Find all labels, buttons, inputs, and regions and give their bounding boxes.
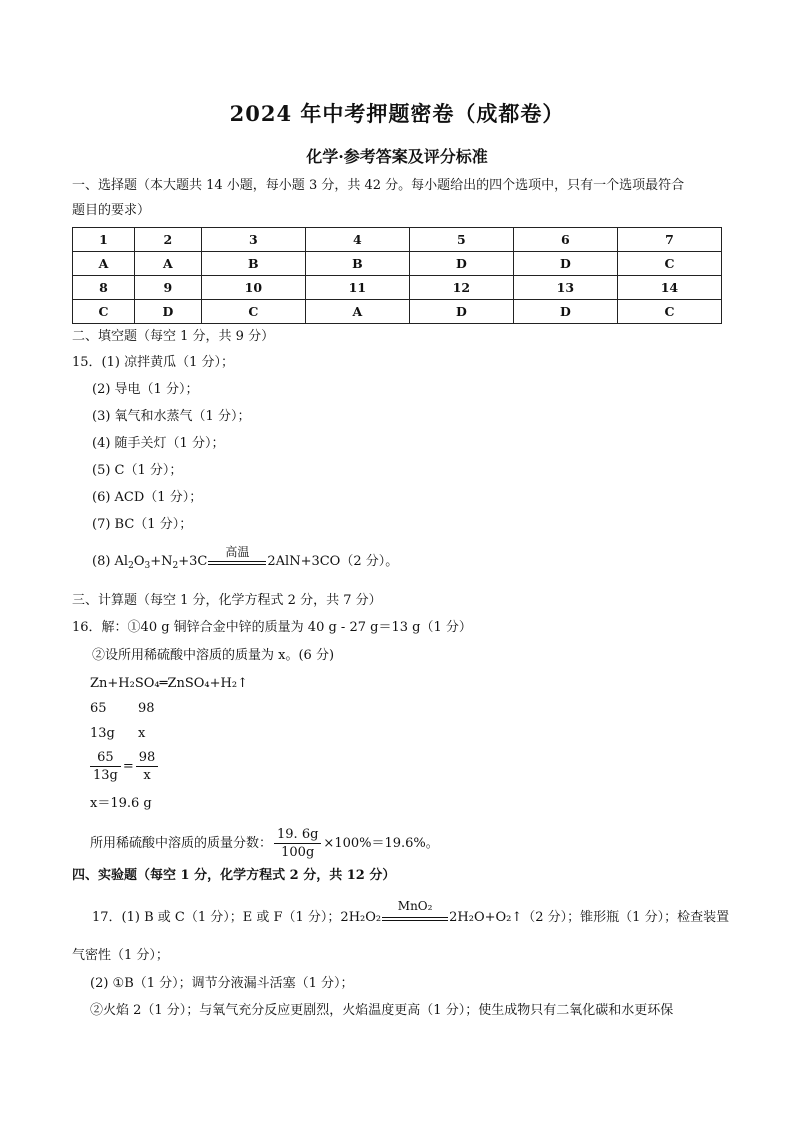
q15-part8-equation: (8) $Al_2O_3+N_2+3C$ 高温 2AlN+3CO（2 分）。: [92, 544, 399, 571]
q16-line1: 16．解：①40 g 铜锌合金中锌的质量为 40 g - 27 g＝13 g（1 分）: [72, 620, 472, 635]
q15-part1: 15．(1) 凉拌黄瓜（1 分）；: [72, 355, 234, 370]
q16-proportion: $\frac{65}{13g}$ = $\frac{98}{x}$: [88, 749, 160, 784]
answer-table-row: [73, 228, 722, 252]
q15-part8-suffix: 2AlN+3CO（2 分）。: [267, 554, 399, 569]
q15-part5: (5) C（1 分）；: [92, 463, 183, 478]
section2-heading: 二、填空题（每空 1 分，共 9 分）: [72, 329, 275, 344]
q15-part4: (4) 随手关灯（1 分）；: [92, 436, 225, 451]
answer-table-cell: 7: [617, 228, 721, 252]
answer-table-cell: 2: [134, 228, 201, 252]
answer-table-row: [73, 276, 722, 300]
section4-heading: 四、实验题（每空 1 分，化学方程式 2 分，共 12 分）: [72, 868, 396, 883]
answer-table-cell: D: [409, 252, 513, 276]
answer-table-cell: A: [305, 300, 409, 324]
answer-table-cell: D: [513, 300, 617, 324]
answer-table-cell: A: [134, 252, 201, 276]
section1-heading-line2: 题目的要求）: [72, 203, 151, 218]
answer-table-row: [73, 252, 722, 276]
reaction-condition-sign: [208, 544, 266, 569]
answer-table-cell: 5: [409, 228, 513, 252]
answer-table-cell: 4: [305, 228, 409, 252]
answer-table: [72, 227, 722, 324]
q16-equation: Zn+H₂SO₄═ZnSO₄+H₂↑: [90, 676, 248, 691]
q16-mass-a: 13g: [90, 726, 115, 741]
answer-table-cell: C: [73, 300, 135, 324]
answer-table-cell: C: [617, 300, 721, 324]
q16-percentage: 所用稀硫酸中溶质的质量分数： $\frac{19. 6g}{100g}$ ×100%＝19.6%。: [90, 827, 439, 860]
catalyst-condition-sign: MnO₂: [382, 911, 448, 925]
answer-table-cell: 10: [201, 276, 305, 300]
answer-table-cell: 12: [409, 276, 513, 300]
page-title: 2024 年中考押题密卷（成都卷）: [229, 101, 565, 126]
section1-heading-line1: 一、选择题（本大题共 14 小题，每小题 3 分，共 42 分。每小题给出的四个选项中，只有一个选项最符合: [72, 178, 685, 193]
q15-part6: (6) ACD（1 分）；: [92, 490, 203, 505]
q17-line3: ②火焰 2（1 分）；与氧气充分反应更剧烈，火焰温度更高（1 分）；使生成物只有二氧化碳和水更环保: [90, 1003, 674, 1018]
answer-table-cell: B: [201, 252, 305, 276]
q15-part2: (2) 导电（1 分）；: [92, 382, 199, 397]
q16-x-result: x＝19.6 g: [90, 796, 152, 811]
fraction-right: $\frac{98}{x}$: [136, 749, 159, 784]
answer-table-cell: 11: [305, 276, 409, 300]
q15-part8-prefix: (8) Al: [92, 554, 129, 569]
q17-line1: 17．(1) B 或 C（1 分）；E 或 F（1 分）；2H₂O₂ MnO₂ 2H₂O+O₂↑（2 分）；锥形瓶（1 分）；检查装置: [92, 898, 730, 925]
answer-table-cell: A: [73, 252, 135, 276]
answer-table-cell: 9: [134, 276, 201, 300]
answer-table-cell: D: [134, 300, 201, 324]
answer-table-cell: B: [305, 252, 409, 276]
answer-table-cell: 1: [73, 228, 135, 252]
q17-line1-cont: 气密性（1 分）；: [72, 948, 169, 963]
reaction-condition-text: 高温: [225, 544, 250, 559]
answer-table-cell: D: [513, 252, 617, 276]
answer-table-cell: D: [409, 300, 513, 324]
q15-part7: (7) BC（1 分）；: [92, 517, 193, 532]
q16-line2: ②设所用稀硫酸中溶质的质量为 x。(6 分): [92, 648, 335, 663]
q16-ratio-b: 98: [138, 701, 155, 716]
answer-table-cell: C: [617, 252, 721, 276]
q15-part3: (3) 氧气和水蒸气（1 分）；: [92, 409, 251, 424]
answer-table-cell: 3: [201, 228, 305, 252]
q17-line2: (2) ①B（1 分）；调节分液漏斗活塞（1 分）；: [90, 976, 354, 991]
answer-table-cell: 6: [513, 228, 617, 252]
answer-table-cell: C: [201, 300, 305, 324]
percentage-fraction: $\frac{19. 6g}{100g}$: [274, 826, 321, 861]
answer-table-cell: 8: [73, 276, 135, 300]
section3-heading: 三、计算题（每空 1 分，化学方程式 2 分，共 7 分）: [72, 593, 382, 608]
answer-table-row: [73, 300, 722, 324]
q16-mass-b: x: [138, 726, 146, 741]
fraction-left: $\frac{65}{13g}$: [90, 749, 121, 784]
q16-ratio-a: 65: [90, 701, 107, 716]
answer-table-cell: 14: [617, 276, 721, 300]
answer-table-cell: 13: [513, 276, 617, 300]
page-subtitle: 化学·参考答案及评分标准: [306, 147, 488, 166]
